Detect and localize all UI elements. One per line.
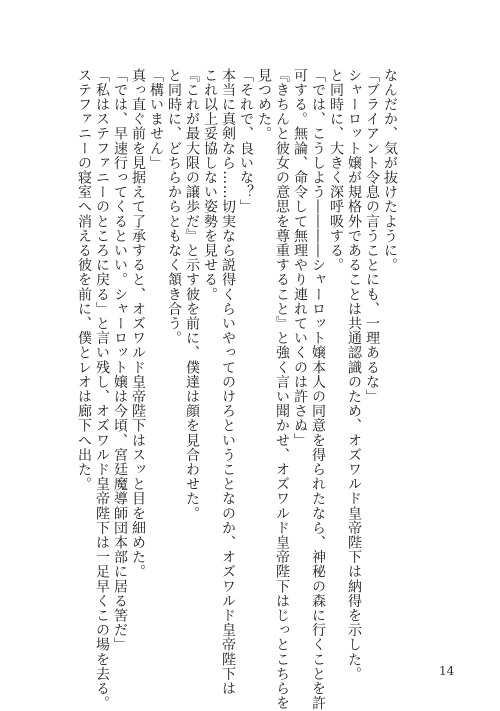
text-line: 可する。無論、命令して無理やり連れていくのは許さぬ」 — [292, 68, 308, 448]
text-line: なんだか、気が抜けたように。 — [382, 68, 398, 273]
text-line: 「では、早速行ってくるといい。シャーロット嬢は今頃、宮廷魔導師団本部に居る筈だ」 — [112, 68, 128, 652]
text-line: これ以上妥協しない姿勢を見せる。 — [202, 68, 218, 302]
text-line: ステファニーの寝室へ消える彼を前に、僕とレオは廊下へ出た。 — [76, 68, 92, 492]
text-line: 「それで、良いな？」 — [238, 68, 254, 214]
text-line: 見つめた。 — [256, 68, 272, 141]
text-line: 『これが最大限の譲歩だ』と示す彼を前に、僕達は顔を見合わせた。 — [184, 68, 200, 521]
text-line: 「では、こうしよう――――シャーロット嬢本人の同意を得られたなら、神秘の森に行くことを許 — [310, 68, 326, 711]
text-line: 真っ直ぐ前を見据えて了承すると、オズワルド皇帝陛下はスッと目を細めた。 — [130, 68, 146, 579]
text-line: 「私はステファニーのところに戻る」と言い残し、オズワルド皇帝陛下は一足早くこの場を去る。 — [94, 68, 110, 711]
text-line: 本当に真剣なら……切実なら説得くらいやってのけろということなのか、オズワルド皇帝陛下は — [220, 68, 236, 696]
text-line: 「ブライアント令息の言うことにも、一理あるな」 — [364, 68, 380, 404]
text-line: 「構いません」 — [148, 68, 164, 171]
vertical-text-block — [76, 68, 399, 711]
text-line: 『きちんと彼女の意思を尊重すること』と強く言い聞かせ、オズワルド皇帝陛下はじっとこちらを — [274, 68, 290, 711]
text-line: と同時に、どちらからともなく頷き合う。 — [166, 68, 182, 346]
page-number: 14 — [439, 664, 455, 678]
text-line: と同時に、大きく深呼吸する。 — [328, 68, 344, 273]
text-line: シャーロット嬢が規格外であることは共通認識のため、オズワルド皇帝陛下は納得を示した。 — [346, 68, 362, 682]
